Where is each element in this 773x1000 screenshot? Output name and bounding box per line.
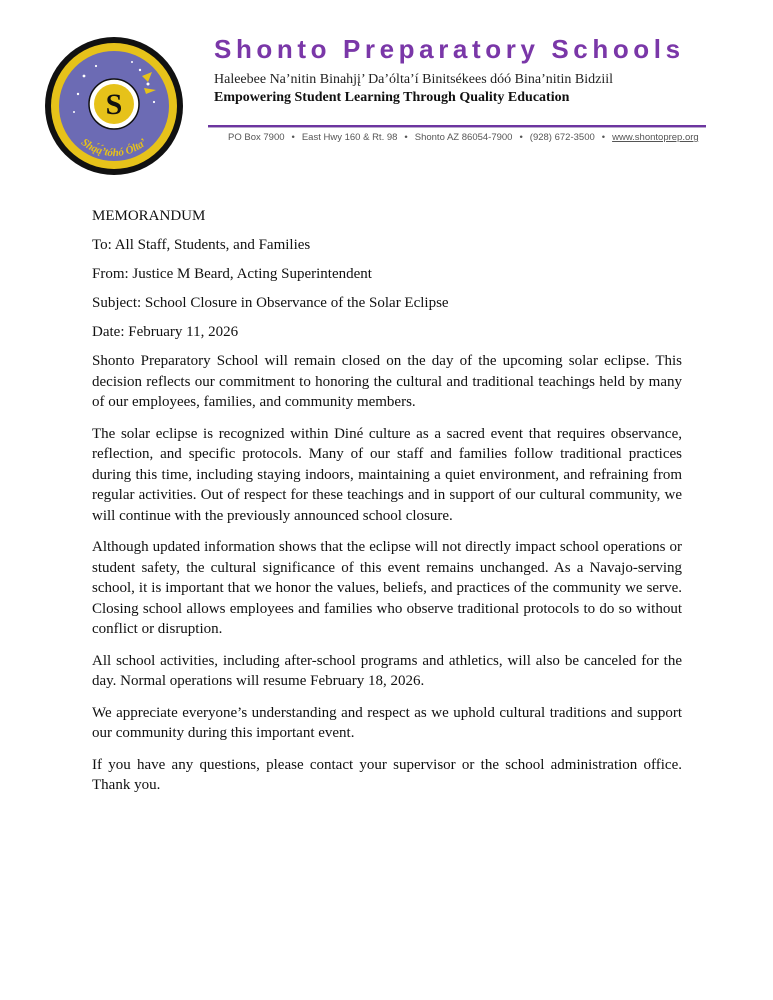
contact-phone: (928) 672-3500 — [529, 132, 595, 143]
bullet-separator: • — [601, 132, 606, 143]
org-tagline: Empowering Student Learning Through Quality Education — [214, 90, 570, 105]
memo-from: From: Justice M Beard, Acting Superintendent — [92, 266, 372, 282]
bullet-separator: • — [519, 132, 523, 143]
memo-heading: MEMORANDUM — [92, 208, 206, 224]
memo-paragraph: If you have any questions, please contact your supervisor or the school administration office. Thank you. — [92, 756, 682, 793]
seal-letter: S — [105, 88, 123, 121]
memo-date: Date: February 11, 2026 — [92, 324, 239, 340]
org-subtitle: Haleebee Na’nitin Binahjį’ Da’ólta’í Binitsékees dóó Bina’nitin Bidziil — [214, 72, 614, 87]
memo-paragraph: The solar eclipse is recognized within Diné culture as a sacred event that requires observance, reflection, and specific protocols. Many of our staff and families follow traditional practices during this time, including staying indoors, maintaining a quiet environment, and refraining from regular activities. Out of respect for these teachings and in support of our cultural community, we will continue with the previously announced school closure. — [92, 425, 682, 524]
contact-address: East Hwy 160 & Rt. 98 — [301, 132, 398, 143]
org-name: Shonto Preparatory Schools — [214, 34, 685, 64]
memo-paragraph: Although updated information shows that the eclipse will not directly impact school operations or student safety, the cultural significance of this event remains unchanged. As a Navajo-serving school, it is important that we honor the values, beliefs, and practices of the community we serve. Closing school allows employees and families who observe traditional protocols to do so without conflict or disruption. — [92, 539, 682, 637]
bullet-separator: • — [404, 132, 408, 143]
seal-ring-textpath: Shą́ą́’tóhó Ólta’ — [78, 136, 150, 160]
memo-body — [92, 206, 682, 807]
memo-subject: Subject: School Closure in Observance of the Solar Eclipse — [92, 295, 449, 311]
contact-po-box: PO Box 7900 — [228, 132, 285, 143]
website-link[interactable]: www.shontoprep.org — [612, 132, 699, 143]
header-divider-shadow — [208, 127, 706, 128]
school-seal-logo — [44, 36, 184, 176]
bullet-separator: • — [291, 132, 295, 143]
contact-city: Shonto AZ 86054-7900 — [414, 132, 513, 143]
memo-to: To: All Staff, Students, and Families — [92, 237, 311, 253]
contact-line — [228, 132, 699, 143]
memo-paragraph: We appreciate everyone’s understanding and respect as we uphold cultural traditions and support our community during this important event. — [92, 704, 682, 741]
memo-paragraph: All school activities, including after-school programs and athletics, will also be canceled for the day. Normal operations will resume February 18, 2026. — [92, 652, 682, 689]
memo-paragraph: Shonto Preparatory School will remain closed on the day of the upcoming solar eclipse. This decision reflects our commitment to honoring the cultural and traditional teachings held by many of our employees, families, and community members. — [92, 353, 682, 410]
